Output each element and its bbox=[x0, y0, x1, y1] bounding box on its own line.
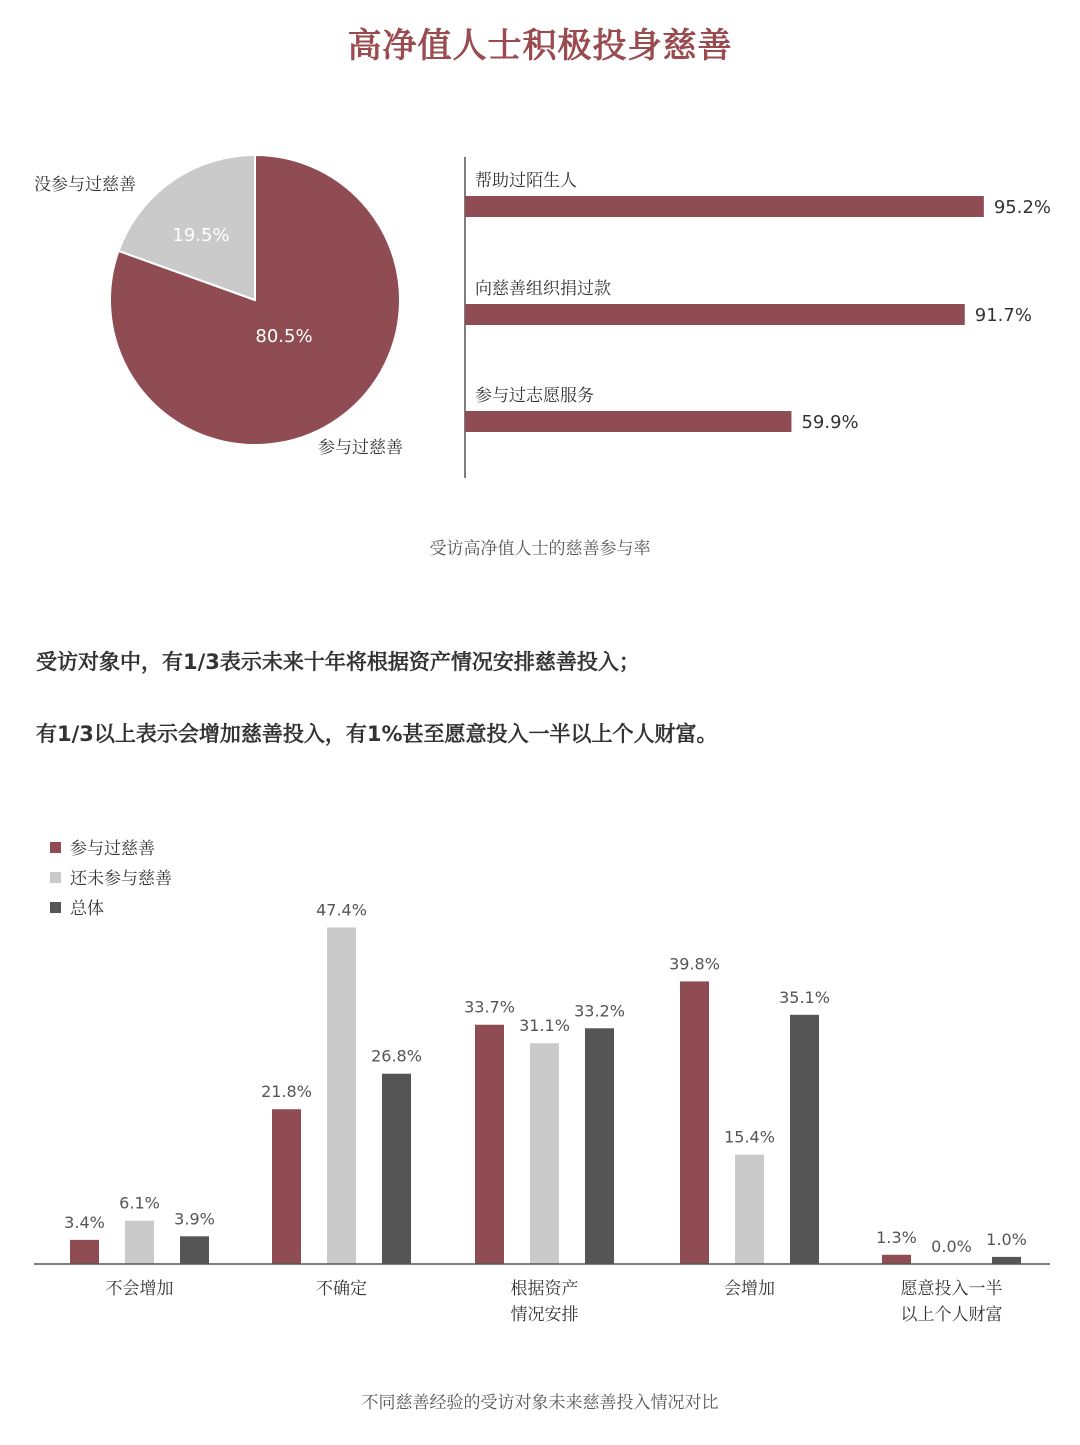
bar-value-label: 1.3% bbox=[876, 1227, 917, 1247]
category-label: 愿意投入一半 bbox=[900, 1279, 1003, 1299]
bar bbox=[585, 1028, 614, 1264]
bar bbox=[530, 1043, 559, 1264]
hbar-category-label: 参与过志愿服务 bbox=[475, 386, 594, 406]
bar bbox=[180, 1236, 209, 1264]
category-label: 根据资产 bbox=[510, 1279, 579, 1299]
bar-value-label: 47.4% bbox=[316, 900, 367, 920]
hbar-bar bbox=[465, 411, 791, 432]
category-label: 以上个人财富 bbox=[900, 1305, 1003, 1325]
horizontal-bar-chart bbox=[465, 157, 1051, 478]
legend-label: 还未参与慈善 bbox=[70, 869, 172, 889]
hbar-category-label: 向慈善组织捐过款 bbox=[475, 279, 611, 299]
bar-value-label: 26.8% bbox=[371, 1046, 422, 1066]
bar bbox=[272, 1109, 301, 1264]
legend-swatch bbox=[50, 842, 61, 853]
bar-value-label: 3.4% bbox=[64, 1212, 105, 1232]
category-label: 情况安排 bbox=[510, 1305, 579, 1325]
paragraph-1: 受访对象中，有1/3表示未来十年将根据资产情况安排慈善投入； bbox=[36, 650, 640, 674]
pie-chart bbox=[34, 155, 403, 458]
legend-label: 参与过慈善 bbox=[70, 839, 155, 859]
hbar-bar bbox=[465, 304, 965, 325]
bar-value-label: 35.1% bbox=[779, 987, 830, 1007]
paragraph-2: 有1/3以上表示会增加慈善投入，有1%甚至愿意投入一半以上个人财富。 bbox=[36, 722, 718, 746]
legend-label: 总体 bbox=[70, 899, 104, 919]
hbar-value-label: 91.7% bbox=[974, 305, 1032, 326]
bar bbox=[680, 981, 709, 1264]
chart1-caption: 受访高净值人士的慈善参与率 bbox=[429, 539, 651, 559]
bar-value-label: 0.0% bbox=[931, 1237, 972, 1256]
bar-value-label: 3.9% bbox=[174, 1209, 215, 1229]
category-label: 不确定 bbox=[316, 1279, 367, 1299]
bar bbox=[992, 1257, 1021, 1264]
bar bbox=[790, 1015, 819, 1264]
bar bbox=[735, 1155, 764, 1264]
bar bbox=[327, 927, 356, 1264]
bar bbox=[382, 1074, 411, 1264]
bar bbox=[475, 1025, 504, 1264]
pie-value-participated: 80.5% bbox=[255, 326, 313, 347]
category-label: 会增加 bbox=[724, 1279, 775, 1299]
bar-value-label: 39.8% bbox=[669, 954, 720, 974]
hbar-bar bbox=[465, 196, 984, 217]
bar bbox=[70, 1240, 99, 1264]
bar-value-label: 31.1% bbox=[519, 1016, 570, 1036]
hbar-category-label: 帮助过陌生人 bbox=[475, 171, 577, 191]
legend-swatch bbox=[50, 872, 61, 883]
legend-swatch bbox=[50, 902, 61, 913]
pie-label-participated: 参与过慈善 bbox=[318, 438, 403, 458]
bar bbox=[125, 1221, 154, 1264]
chart2-caption: 不同慈善经验的受访对象未来慈善投入情况对比 bbox=[361, 1393, 719, 1413]
bar-value-label: 33.2% bbox=[574, 1001, 625, 1021]
hbar-value-label: 95.2% bbox=[993, 197, 1052, 218]
category-label: 不会增加 bbox=[105, 1279, 174, 1299]
hbar-value-label: 59.9% bbox=[801, 412, 859, 433]
bar-value-label: 6.1% bbox=[119, 1193, 160, 1213]
bar-value-label: 33.7% bbox=[464, 997, 515, 1017]
bar-value-label: 21.8% bbox=[261, 1082, 312, 1102]
bar-value-label: 15.4% bbox=[724, 1127, 775, 1147]
grouped-bar-chart bbox=[34, 839, 1050, 1325]
bar-value-label: 1.0% bbox=[986, 1229, 1027, 1249]
page-title: 高净值人士积极投身慈善 bbox=[347, 26, 733, 66]
pie-value-not-participated: 19.5% bbox=[172, 225, 230, 246]
bar bbox=[882, 1255, 911, 1264]
pie-label-not-participated: 没参与过慈善 bbox=[34, 175, 136, 195]
